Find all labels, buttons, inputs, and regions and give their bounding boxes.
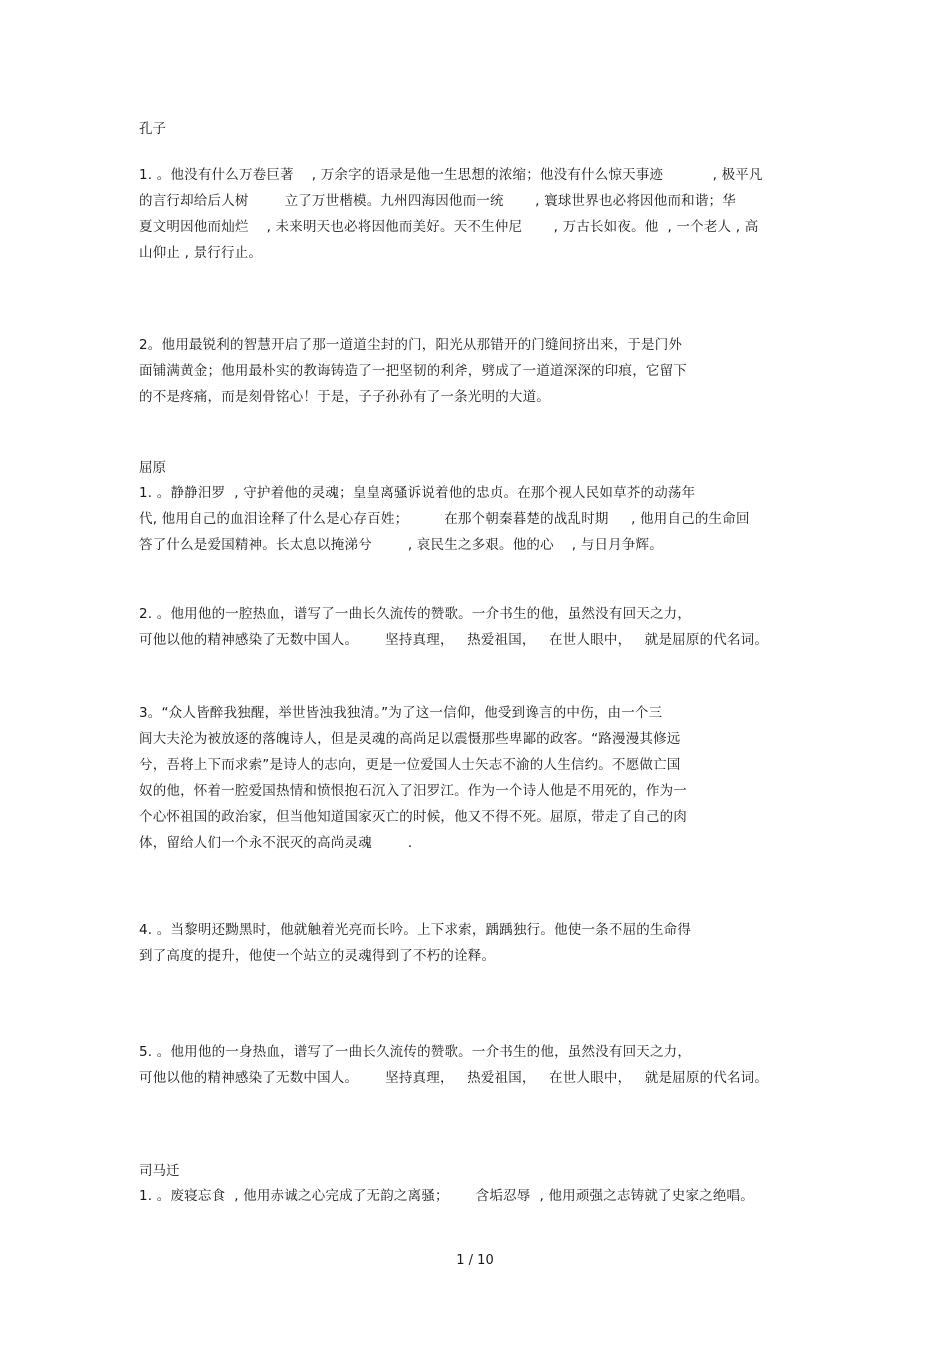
page-number: 1 / 10 bbox=[456, 1253, 494, 1268]
text-line: 代, 他用自己的血泪诠释了什么是心存百姓； 在那个朝秦暮楚的战乱时期 , 他用自己的生命回 bbox=[139, 511, 750, 527]
text-line: 夏文明因他而灿烂 , 未来明天也必将因他而美好。天不生仲尼 , 万古长如夜。他 , 一个老人 , 高 bbox=[139, 219, 759, 235]
text-line: 面铺满黄金；他用最朴实的教诲铸造了一把坚韧的利斧，劈成了一道道深深的印痕，它留下 bbox=[139, 363, 687, 379]
paragraph-kongzi-1 bbox=[139, 162, 763, 266]
text-line: 可他以他的精神感染了无数中国人。 坚持真理， 热爱祖国， 在世人眼中， 就是屈原的代名词。 bbox=[139, 632, 769, 648]
text-line: 答了什么是爱国精神。长太息以掩涕兮 , 哀民生之多艰。他的心 , 与日月争辉。 bbox=[139, 537, 663, 553]
section-heading-quyuan: 屈原 bbox=[139, 460, 166, 476]
text-line: 3。“众人皆醉我独醒，举世皆浊我独清。”为了这一信仰，他受到谗言的中伤，由一个三 bbox=[139, 705, 663, 721]
text-line: 的言行却给后人树 立了万世楷模。九州四海因他而一统 , 寰球世界也必将因他而和谐；华 bbox=[139, 193, 736, 209]
paragraph-quyuan-4 bbox=[139, 917, 691, 969]
text-line: 个心怀祖国的政治家，但当他知道国家灭亡的时候，他又不得不死。屈原，带走了自己的肉 bbox=[139, 809, 687, 825]
text-line: 2. 。他用他的一腔热血，谱写了一曲长久流传的赞歌。一介书生的他，虽然没有回天之力， bbox=[139, 606, 692, 622]
text-line: 1. 。静静汨罗 , 守护着他的灵魂；皇皇离骚诉说着他的忠贞。在那个视人民如草芥的动荡年 bbox=[139, 485, 696, 501]
text-line: 山仰止 , 景行行止。 bbox=[139, 245, 263, 261]
text-line: 闾大夫沦为被放逐的落魄诗人，但是灵魂的高尚足以震慑那些卑鄙的政客。“路漫漫其修远 bbox=[139, 731, 681, 747]
paragraph-quyuan-2 bbox=[139, 601, 768, 653]
text-line: 到了高度的提升，他使一个站立的灵魂得到了不朽的诠释。 bbox=[139, 948, 496, 964]
text-line: 1. 。他没有什么万卷巨著 , 万余字的语录是他一生思想的浓缩；他没有什么惊天事迹 , 极平凡 bbox=[139, 167, 763, 183]
text-line: 2。他用最锐利的智慧开启了那一道道尘封的门，阳光从那错开的门缝间挤出来，于是门外 bbox=[139, 337, 683, 353]
paragraph-simaqian-1 bbox=[139, 1183, 754, 1209]
text-line: 1. 。废寝忘食 , 他用赤诚之心完成了无韵之离骚； 含垢忍辱 , 他用顽强之志铸就了史家之绝唱。 bbox=[139, 1188, 754, 1204]
text-line: 兮，吾将上下而求索”是诗人的志向，更是一位爱国人士矢志不渝的人生信约。不愿做亡国 bbox=[139, 757, 681, 773]
section-heading-simaqian: 司马迁 bbox=[139, 1163, 180, 1179]
paragraph-quyuan-5 bbox=[139, 1039, 768, 1091]
text-line: 4. 。当黎明还黝黑时，他就触着光亮而长吟。上下求索，踽踽独行。他使一条不屈的生命得 bbox=[139, 922, 692, 938]
paragraph-kongzi-2 bbox=[139, 332, 687, 410]
text-line: 体，留给人们一个永不泯灭的高尚灵魂 . bbox=[139, 835, 413, 851]
text-line: 5. 。他用他的一身热血，谱写了一曲长久流传的赞歌。一介书生的他，虽然没有回天之力， bbox=[139, 1044, 692, 1060]
paragraph-quyuan-3 bbox=[139, 700, 687, 856]
text-line: 可他以他的精神感染了无数中国人。 坚持真理， 热爱祖国， 在世人眼中， 就是屈原的代名词。 bbox=[139, 1070, 769, 1086]
paragraph-quyuan-1 bbox=[139, 480, 750, 558]
section-heading-kongzi: 孔子 bbox=[139, 121, 166, 137]
text-line: 奴的他，怀着一腔爱国热情和愤恨抱石沉入了汨罗江。作为一个诗人他是不用死的，作为一 bbox=[139, 783, 687, 799]
text-line: 的不是疼痛，而是刻骨铭心！于是，子子孙孙有了一条光明的大道。 bbox=[139, 389, 550, 405]
